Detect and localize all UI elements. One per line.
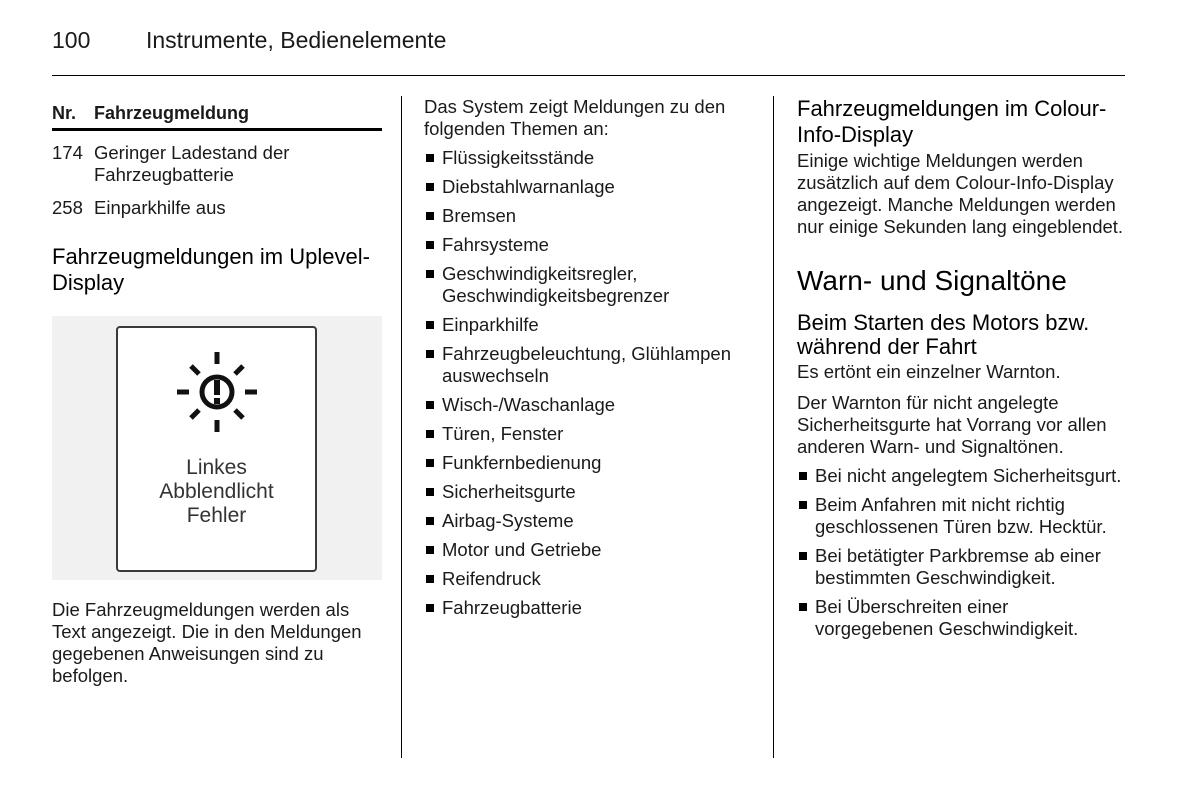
list-item: Bei Überschreiten einer vorgegebenen Geschwindigkeit.	[797, 596, 1127, 640]
column-right	[797, 96, 1127, 647]
list-item: Reifendruck	[424, 568, 764, 590]
uplevel-display-figure	[52, 316, 382, 580]
column-divider-2	[773, 96, 774, 758]
warn-paragraph-1: Es ertönt ein einzelner Warnton.	[797, 361, 1061, 382]
topics-intro: Das System zeigt Meldungen zu den folgenden Themen an:	[424, 96, 726, 139]
table-row	[52, 197, 382, 219]
list-item: Geschwindigkeitsregler, Geschwindigkeitsbegrenzer	[424, 263, 764, 307]
column-left	[52, 96, 382, 687]
list-item: Fahrsysteme	[424, 234, 764, 256]
column-middle	[424, 96, 764, 626]
table-cell-nr: 258	[52, 197, 83, 218]
list-item: Fahrzeugbatterie	[424, 597, 764, 619]
topics-list	[424, 147, 764, 619]
list-item: Türen, Fenster	[424, 423, 764, 445]
warn-list	[797, 465, 1127, 640]
table-header-message: Fahrzeugmeldung	[94, 103, 250, 123]
list-item: Fahrzeugbeleuchtung, Glühlampen auswechseln	[424, 343, 764, 387]
page-title: Instrumente, Bedienelemente	[146, 27, 447, 53]
table-cell-message: Einparkhilfe aus	[94, 197, 226, 218]
list-item: Bei nicht angelegtem Sicherheitsgurt.	[797, 465, 1127, 487]
header-rule	[52, 75, 1125, 76]
table-cell-message: Geringer Ladestand der Fahrzeugbatterie	[94, 142, 290, 185]
uplevel-paragraph: Die Fahrzeugmeldungen werden als Text angezeigt. Die in den Meldungen gegebenen Anweisungen sind zu befolgen.	[52, 599, 362, 686]
list-item: Beim Anfahren mit nicht richtig geschlossenen Türen bzw. Hecktür.	[797, 494, 1127, 538]
headlight-warning-icon	[175, 350, 259, 434]
list-item: Airbag-Systeme	[424, 510, 764, 532]
table-row	[52, 142, 382, 186]
list-item: Einparkhilfe	[424, 314, 764, 336]
warn-subheading: Beim Starten des Motors bzw. während der Fahrt	[797, 310, 1090, 359]
column-divider-1	[401, 96, 402, 758]
list-item: Wisch-/Waschanlage	[424, 394, 764, 416]
display-line: Abblendlicht	[159, 480, 274, 503]
page-number: 100	[52, 27, 91, 53]
list-item: Funkfernbedienung	[424, 452, 764, 474]
colour-info-heading: Fahrzeugmeldungen im Colour-Info-Display	[797, 96, 1107, 147]
list-item: Bei betätigter Parkbremse ab einer bestimmten Geschwindigkeit.	[797, 545, 1127, 589]
list-item: Bremsen	[424, 205, 764, 227]
list-item: Motor und Getriebe	[424, 539, 764, 561]
display-line: Linkes	[186, 456, 247, 479]
table-cell-nr: 174	[52, 142, 83, 163]
list-item: Diebstahlwarnanlage	[424, 176, 764, 198]
display-message	[118, 456, 315, 528]
uplevel-heading: Fahrzeugmeldungen im Uplevel-Display	[52, 244, 370, 295]
list-item: Sicherheitsgurte	[424, 481, 764, 503]
display-line: Fehler	[186, 504, 247, 527]
list-item: Flüssigkeitsstände	[424, 147, 764, 169]
page-header	[52, 27, 446, 54]
warn-paragraph-2: Der Warnton für nicht angelegte Sicherheitsgurte hat Vorrang vor allen anderen Warn- und Signaltönen.	[797, 392, 1107, 457]
warn-heading: Warn- und Signaltöne	[797, 265, 1067, 296]
message-table-header	[52, 96, 382, 131]
table-header-nr: Nr.	[52, 103, 77, 123]
uplevel-display	[116, 326, 317, 572]
colour-info-paragraph: Einige wichtige Meldungen werden zusätzlich auf dem Colour-Info-Display angezeigt. Manche Meldungen werden nur einige Sekunden lang eingeblendet.	[797, 150, 1124, 237]
